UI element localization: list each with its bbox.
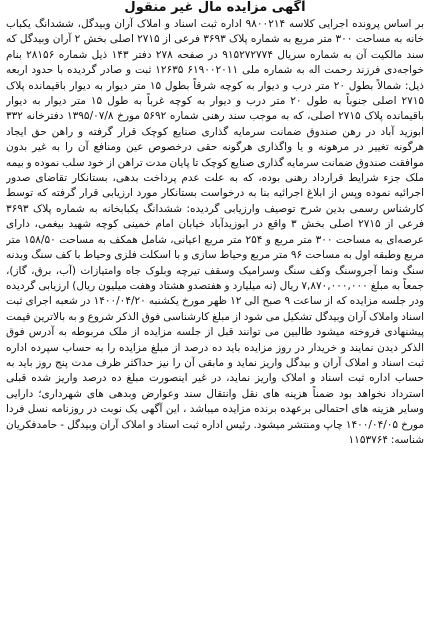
notice-body — [6, 17, 424, 631]
notice-title: آگهی مزایده مال غیر منقول — [124, 0, 306, 15]
notice-paragraph: بر اساس پرونده اجرایی کلاسه ۹۸۰۰۲۱۴ اداره ثبت اسناد و املاک آران وبیدگل، ششدانگ یکباب خانه به مساحت ۳۰۰ متر مربع به شماره پلاک ۳۶۹۳ فرعی از ۲۷۱۵ اصلی بخش ۲ آران وبیدگل که سند مالکیت آن به شماره سریال ۹۱۵۲۷۲۷۷۴ در صفحه ۲۷۸ دفتر ۱۴۳ ذیل شماره ۲۸۱۵۶ بنام خواجه‌دی فرزند رحمت اله به شماره ملی ۶۱۹۰۰۲۰۱۱ ۱۲۶۳۵ ثبت و صادر گردیده با حدود اربعه ذیل: شمالاً بطول ۲۰ متر درب و دیوار به کوچه شرقاً بطول ۱۵ متر دیوار به دیوار باقیمانده پلاک ۲۷۱۵ اصلی جنوباً به طول ۲۰ متر درب و دیوار به کوچه غرباً به طول ۱۵ متر دیوار به دیوار باقیمانده پلاک ۲۷۱۵ اصلی، که به موجب سند رهنی شماره ۵۶۹۲ مورخ ۱۳۹۵/۰۷/۸ دفترخانه ۳۳۲ ابوزید آباد در رهن صندوق ضمانت سرمایه گذاری صنایع کوچک قرار گرفته و راهن حق ایجاد هرگونه تغییر در مرهونه و یا واگذاری هرگونه حقی درخصوص عین ومنافع آن را به غیر بدون موافقت صندوق ضمانت سرمایه گذاری صنایع کوچک تا پایان مدت تراهن از خود سلب نموده و بیمه ملک جزء شرایط قرارداد رهنی بوده، که به علت عدم پرداخت بدهی، بستانکار تقاضای صدور اجرائیه نموده وپس از ابلاغ اجرائیه بنا به درخواست بستانکار مورد ارزیابی قرار گرفته که توسط کارشناس رسمی بدین شرح توصیف وارزیابی گردیده: ششدانگ یکبابخانه به شماره پلاک ۳۶۹۳ فرعی از ۲۷۱۵ اصلی بخش ۳ واقع در ابوزیدآباد خیابان امام خمینی کوچه شهید بیغمی، دارای عرصه‌ای به مساحت ۳۰۰ متر مربع و ۲۵۴ متر مربع اعیانی، شامل همکف به مساحت ۱۵۸/۵۰ متر مربع وطبقه اول به مساحت ۹۶ متر مربع وحیاط سازی و با اسکلت فلزی وحیاط با کف سنگ وبدنه سنگ ونما آجروسنگ وکف سنگ وسرامیک وسقف تیرچه وبلوک جاه وامتیازات (آب، برق، گاز)، جمعاً به مبلغ ۷,۸۷۰,۰۰۰,۰۰۰ ریال (نه میلیارد و هفتصدو هشتاد وهفت میلیون ریال) ارزیابی گردیده ودر جلسه مزایده که از ساعت ۹ صبح الی ۱۲ ظهر مورخ یکشنبه ۱۴۰۰/۰۴/۲۰ در شعبه اجرای ثبت اسناد واملاک آران وبیدگل تشکیل می شود از مبلغ کارشناسی فوق الذکر شروع و به بالاترین قیمت پیشنهادی فروخته میشود طالبین می توانند قبل از جلسه مزایده از ملک مربوطه به آدرس فوق الذکر دیدن نمایند و خریدار در روز مزایده باید ده درصد از مبلغ مزایده را به حساب سپرده اداره ثبت اسناد و املاک آران و بیدگل واریز نماید و مابقی آن را نیز حداکثر ظرف مدت پنج روز باید به حساب اداره ثبت اسناد و املاک واریز نماید، در غیر اینصورت مبلغ ده درصد واریز شده قبلی استرداد نخواهد بود ضمناً هزینه های نقل وانتقال سند وعوارض وبدهی های شهرداری؛ دارایی وسایر هزینه های احتمالی برعهده برنده مزایده میباشد ، این آگهی یک نوبت در روزنامه نسل فردا مورخ ۱۴۰۰/۰۴/۰۵ چاپ ومنتشر میشود. رئیس اداره ثبت اسناد و املاک آران وبیدگل - حامدفکریان شناسه: ۱۱۵۳۷۶۴ — [6, 18, 424, 446]
